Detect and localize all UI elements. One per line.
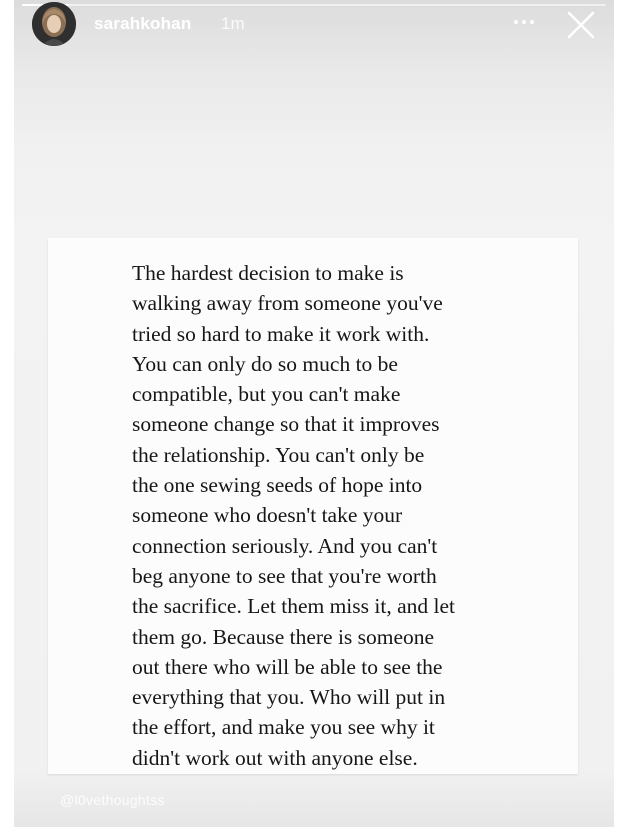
quote-line: connection seriously. And you can't <box>132 533 438 558</box>
close-icon[interactable] <box>564 8 598 42</box>
quote-line: compatible, but you can't make <box>132 382 401 407</box>
quote-line: The hardest decision to make is <box>132 261 404 285</box>
quote-line: the relationship. You can't only be <box>132 442 425 467</box>
quote-line: beg anyone to see that you're worth <box>132 563 437 588</box>
more-options-icon[interactable] <box>510 12 538 32</box>
quote-line: the effort, and make you see why it <box>132 715 435 740</box>
quote-line: walking away from someone you've <box>132 291 443 316</box>
quote-line: the sacrifice. Let them miss it, and let <box>132 594 455 619</box>
quote-line: didn't work out with anyone else. <box>132 745 418 770</box>
story-username[interactable]: sarahkohan <box>94 14 192 33</box>
avatar-image <box>32 2 76 46</box>
quote-line: the one sewing seeds of hope into <box>132 473 423 498</box>
quote-text <box>48 238 578 773</box>
quote-line: someone change so that it improves <box>132 412 440 437</box>
quote-line: out there who will be able to see the <box>132 654 443 679</box>
quote-line: someone who doesn't take your <box>132 503 403 528</box>
story-header <box>14 0 614 48</box>
avatar[interactable] <box>32 2 76 46</box>
quote-card <box>48 238 578 774</box>
story-timestamp: 1m <box>221 14 245 33</box>
watermark-handle: @l0vethoughtss <box>60 792 165 808</box>
story-viewer[interactable] <box>14 0 614 827</box>
quote-line: them go. Because there is someone <box>132 624 435 649</box>
quote-line: everything that you. Who will put in <box>132 685 446 710</box>
quote-line: You can only do so much to be <box>132 351 398 376</box>
quote-line: tried so hard to make it work with. <box>132 321 430 346</box>
